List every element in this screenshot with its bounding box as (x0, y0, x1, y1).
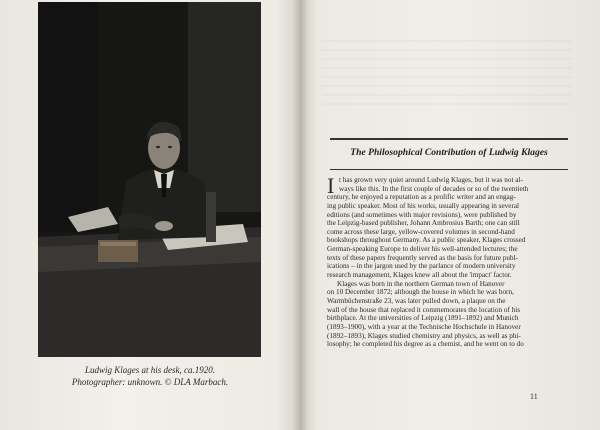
body-line: on 10 December 1872; although the house in which he was born, (327, 288, 514, 297)
body-line: German-speaking Europe to deliver his well-attended lectures; the (327, 245, 518, 254)
klages-photograph (38, 2, 261, 357)
heading-rule-top (330, 138, 568, 140)
body-line: wall of the house that replaced it commemorates the location of his (327, 305, 521, 314)
body-line: century, he enjoyed a reputation as a prolific writer and an engag- (327, 193, 516, 202)
body-line: ing public speaker. Most of his works, usually appearing in several (327, 201, 520, 210)
drop-cap: I (327, 173, 335, 198)
caption-line-2: Photographer: unknown. © DLA Marbach. (71, 377, 229, 387)
body-line: (1893–1900), with a year at the Technische Hochschule in Hanover (327, 322, 521, 331)
body-line: the Leipzig-based publisher, Johann Ambrosius Barth; one can still (327, 219, 520, 228)
page-number: 11 (530, 392, 538, 401)
caption-line-1: Ludwig Klages at his desk, ca.1920. (85, 365, 215, 375)
show-through-text (322, 40, 572, 110)
book-gutter (292, 0, 308, 430)
body-line: research management, Klages knew all about the 'impact' factor. (327, 271, 512, 280)
body-line: birthplace. At the universities of Leipzig (1891–1892) and Munich (327, 314, 519, 323)
body-line: ications – in the jargon used by the parlance of modern university (327, 262, 516, 271)
body-line: t has grown very quiet around Ludwig Klages, but it was not al- (339, 176, 523, 184)
body-line: texts of these papers frequently served as the basis for future publ- (327, 253, 519, 262)
body-line: (1892–1893), Klages studied chemistry and physics, as well as phi- (327, 331, 521, 340)
chapter-heading: The Philosophical Contribution of Ludwig Klages (350, 147, 548, 158)
body-line: editions (and sometimes with major revisions), were published by (327, 210, 517, 219)
photo-illustration (38, 2, 261, 357)
body-line: Warmbüchenstraße 23, was later pulled down, a plaque on the (327, 296, 506, 305)
photo-caption (40, 364, 260, 388)
body-line: come across these large, yellow-covered volumes in second-hand (327, 227, 515, 236)
body-text (327, 173, 571, 349)
heading-rule-bottom (330, 169, 568, 170)
body-line: ways like this. In the first couple of decades or so of the twentieth (339, 184, 529, 193)
body-line: bookshops throughout Germany. As a public speaker, Klages crossed (327, 236, 526, 245)
body-line: losophy; he completed his degree as a chemist, and he went on to do (327, 340, 524, 349)
body-line: Klages was born in the northern German town of Hanover (337, 279, 505, 288)
